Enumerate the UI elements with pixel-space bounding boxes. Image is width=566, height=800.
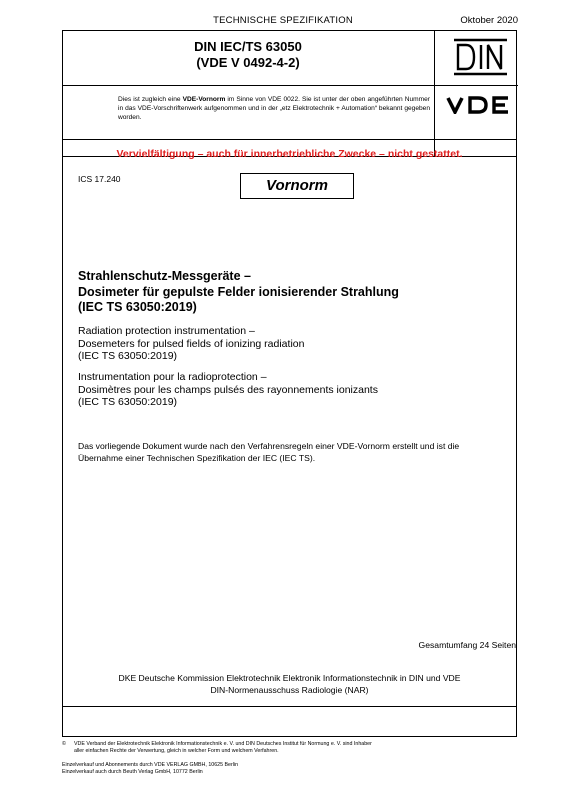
vde-logo — [446, 96, 514, 114]
vertical-divider — [434, 31, 435, 156]
din-logo — [452, 37, 509, 77]
title-english-line: Dosemeters for pulsed fields of ionizing radiation — [78, 337, 305, 350]
title-german-line: Strahlenschutz-Messgeräte – — [78, 269, 251, 283]
reproduction-warning: Vervielfältigung – auch für innerbetriebliche Zwecke – nicht gestattet. — [116, 148, 463, 160]
committee-line: DIN-Normenausschuss Radiologie (NAR) — [210, 684, 369, 695]
committee-line: DKE Deutsche Kommission Elektrotechnik Elektronik Informationstechnik in DIN und VDE — [118, 673, 461, 683]
note-bold-term: VDE-Vornorm — [182, 96, 226, 103]
title-french-line: (IEC TS 63050:2019) — [78, 396, 178, 409]
summary-line: Übernahme einer Technischen Spezifikation der IEC (IEC TS). — [78, 453, 316, 463]
total-pages: Gesamtumfang 24 Seiten — [418, 640, 516, 650]
document-number-vde: (VDE V 0492-4-2) — [196, 55, 300, 70]
note-text-end: im Sinne von VDE 0022. Sie ist unter der oben angeführten Nummer in das VDE-Vorschriftenwerk aufgenommen und in der „etz Elektrotechnik + Automation“ bekannt gegeben worden. — [118, 96, 430, 122]
title-german-line: (IEC TS 63050:2019) — [78, 300, 197, 314]
ics-code: ICS 17.240 — [78, 174, 121, 184]
sales-info — [62, 762, 442, 776]
sales-line: Einzelverkauf und Abonnements durch VDE VERLAG GMBH, 10625 Berlin — [62, 762, 239, 768]
title-english — [78, 325, 508, 363]
committee-info — [62, 673, 517, 696]
title-french-line: Instrumentation pour la radioprotection – — [78, 371, 267, 383]
document-number-din: DIN IEC/TS 63050 — [194, 39, 302, 54]
divider-above-warning — [63, 139, 516, 140]
copyright-symbol: © — [62, 741, 66, 747]
copyright-text: VDE Verband der Elektrotechnik Elektronik Informationstechnik e. V. und DIN Deutsches Institut für Normung e. V. sind Inhaber — [74, 741, 372, 747]
divider-logo-column — [435, 85, 518, 86]
title-english-line: (IEC TS 63050:2019) — [78, 350, 178, 363]
copyright-notice — [62, 741, 442, 755]
divider-bottom — [63, 706, 516, 707]
title-french — [78, 371, 508, 409]
vde-note — [118, 95, 430, 123]
publication-date: Oktober 2020 — [460, 15, 518, 26]
document-summary — [78, 440, 508, 464]
copyright-text: aller einfachen Rechte der Verwertung, gleich in welcher Form und welchem Verfahren. — [74, 748, 279, 754]
title-german — [78, 269, 508, 316]
title-french-line: Dosimètres pour les champs pulsés des rayonnements ionizants — [78, 383, 378, 396]
note-text-start: Dies ist zugleich eine — [118, 96, 183, 103]
document-type-header: TECHNISCHE SPEZIFIKATION — [213, 15, 353, 26]
sales-line: Einzelverkauf auch durch Beuth Verlag GmbH, 10772 Berlin — [62, 769, 203, 775]
summary-line: Das vorliegende Dokument wurde nach den Verfahrensregeln einer VDE-Vornorm erstellt und ist die — [78, 441, 460, 451]
title-german-line: Dosimeter für gepulste Felder ionisierender Strahlung — [78, 284, 399, 299]
vornorm-badge: Vornorm — [240, 173, 354, 199]
divider-below-number — [63, 85, 435, 86]
title-english-line: Radiation protection instrumentation – — [78, 325, 255, 337]
document-number — [62, 39, 434, 71]
